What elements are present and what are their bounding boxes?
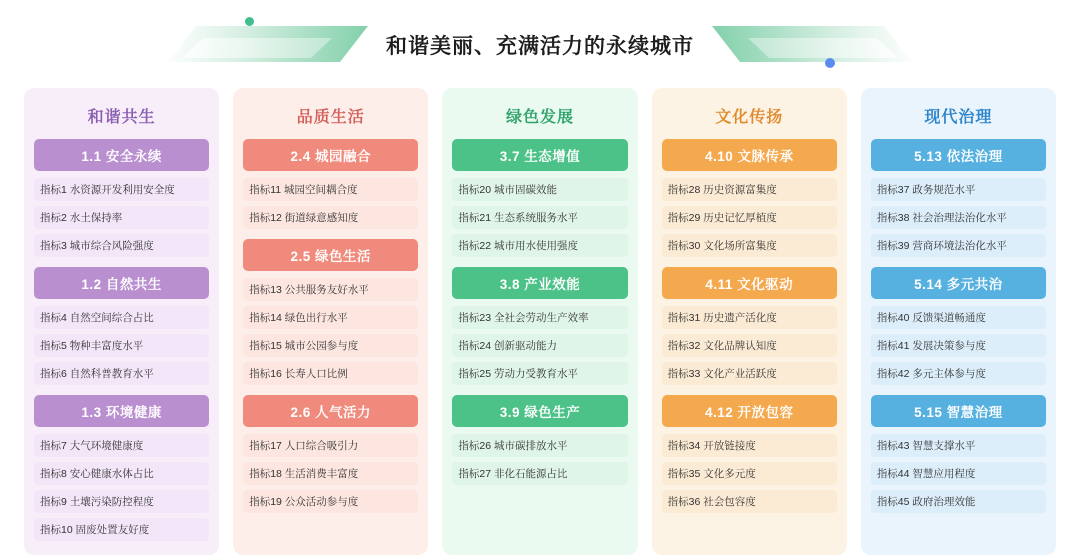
indicator-group bbox=[34, 267, 209, 385]
indicator-item[interactable]: 指标4 自然空间综合占比 bbox=[34, 306, 209, 329]
group-header[interactable]: 4.10 文脉传承 bbox=[662, 139, 837, 171]
indicator-item[interactable]: 指标17 人口综合吸引力 bbox=[243, 434, 418, 457]
category-columns bbox=[24, 88, 1056, 555]
indicator-item[interactable]: 指标11 城园空间耦合度 bbox=[243, 178, 418, 201]
indicator-group bbox=[452, 267, 627, 385]
decorative-dot-green bbox=[245, 17, 254, 26]
indicator-group bbox=[662, 267, 837, 385]
group-header[interactable]: 2.5 绿色生活 bbox=[243, 239, 418, 271]
category-column bbox=[861, 88, 1056, 555]
indicator-item[interactable]: 指标8 安心健康水体占比 bbox=[34, 462, 209, 485]
indicator-item[interactable]: 指标43 智慧支撑水平 bbox=[871, 434, 1046, 457]
category-column bbox=[652, 88, 847, 555]
indicator-group bbox=[871, 267, 1046, 385]
indicator-item[interactable]: 指标26 城市碳排放水平 bbox=[452, 434, 627, 457]
page-title: 和谐美丽、充满活力的永续城市 bbox=[386, 35, 694, 58]
indicator-item[interactable]: 指标18 生活消费丰富度 bbox=[243, 462, 418, 485]
indicator-item[interactable]: 指标41 发展决策参与度 bbox=[871, 334, 1046, 357]
indicator-item[interactable]: 指标23 全社会劳动生产效率 bbox=[452, 306, 627, 329]
indicator-item[interactable]: 指标13 公共服务友好水平 bbox=[243, 278, 418, 301]
group-header[interactable]: 1.2 自然共生 bbox=[34, 267, 209, 299]
indicator-group bbox=[871, 139, 1046, 257]
group-header[interactable]: 2.4 城园融合 bbox=[243, 139, 418, 171]
indicator-item[interactable]: 指标29 历史记忆厚植度 bbox=[662, 206, 837, 229]
group-header[interactable]: 4.12 开放包容 bbox=[662, 395, 837, 427]
indicator-item[interactable]: 指标25 劳动力受教育水平 bbox=[452, 362, 627, 385]
indicator-item[interactable]: 指标22 城市用水使用强度 bbox=[452, 234, 627, 257]
indicator-group bbox=[452, 395, 627, 485]
indicator-item[interactable]: 指标27 非化石能源占比 bbox=[452, 462, 627, 485]
category-column bbox=[233, 88, 428, 555]
indicator-item[interactable]: 指标1 水资源开发利用安全度 bbox=[34, 178, 209, 201]
group-header[interactable]: 3.8 产业效能 bbox=[452, 267, 627, 299]
indicator-item[interactable]: 指标38 社会治理法治化水平 bbox=[871, 206, 1046, 229]
indicator-item[interactable]: 指标42 多元主体参与度 bbox=[871, 362, 1046, 385]
group-header[interactable]: 2.6 人气活力 bbox=[243, 395, 418, 427]
diagram-header bbox=[0, 0, 1080, 78]
indicator-item[interactable]: 指标7 大气环境健康度 bbox=[34, 434, 209, 457]
indicator-item[interactable]: 指标28 历史资源富集度 bbox=[662, 178, 837, 201]
indicator-item[interactable]: 指标16 长寿人口比例 bbox=[243, 362, 418, 385]
indicator-item[interactable]: 指标30 文化场所富集度 bbox=[662, 234, 837, 257]
indicator-item[interactable]: 指标44 智慧应用程度 bbox=[871, 462, 1046, 485]
group-header[interactable]: 5.13 依法治理 bbox=[871, 139, 1046, 171]
indicator-item[interactable]: 指标14 绿色出行水平 bbox=[243, 306, 418, 329]
indicator-item[interactable]: 指标2 水土保持率 bbox=[34, 206, 209, 229]
indicator-group bbox=[662, 139, 837, 257]
category-column bbox=[24, 88, 219, 555]
indicator-item[interactable]: 指标40 反馈渠道畅通度 bbox=[871, 306, 1046, 329]
group-header[interactable]: 3.7 生态增值 bbox=[452, 139, 627, 171]
indicator-item[interactable]: 指标20 城市固碳效能 bbox=[452, 178, 627, 201]
indicator-item[interactable]: 指标39 营商环境法治化水平 bbox=[871, 234, 1046, 257]
indicator-item[interactable]: 指标24 创新驱动能力 bbox=[452, 334, 627, 357]
indicator-item[interactable]: 指标45 政府治理效能 bbox=[871, 490, 1046, 513]
category-column bbox=[442, 88, 637, 555]
indicator-item[interactable]: 指标15 城市公园参与度 bbox=[243, 334, 418, 357]
indicator-group bbox=[871, 395, 1046, 513]
indicator-item[interactable]: 指标37 政务规范水平 bbox=[871, 178, 1046, 201]
group-header[interactable]: 5.15 智慧治理 bbox=[871, 395, 1046, 427]
indicator-item[interactable]: 指标35 文化多元度 bbox=[662, 462, 837, 485]
category-title: 品质生活 bbox=[296, 109, 365, 126]
indicator-group bbox=[452, 139, 627, 257]
group-header[interactable]: 4.11 文化驱动 bbox=[662, 267, 837, 299]
category-title: 文化传扬 bbox=[715, 109, 784, 126]
indicator-item[interactable]: 指标10 固废处置友好度 bbox=[34, 518, 209, 541]
group-header[interactable]: 3.9 绿色生产 bbox=[452, 395, 627, 427]
indicator-group bbox=[243, 239, 418, 385]
indicator-group bbox=[243, 395, 418, 513]
indicator-item[interactable]: 指标34 开放链接度 bbox=[662, 434, 837, 457]
indicator-item[interactable]: 指标19 公众活动参与度 bbox=[243, 490, 418, 513]
indicator-item[interactable]: 指标3 城市综合风险强度 bbox=[34, 234, 209, 257]
indicator-group bbox=[662, 395, 837, 513]
indicator-item[interactable]: 指标36 社会包容度 bbox=[662, 490, 837, 513]
indicator-item[interactable]: 指标12 街道绿意感知度 bbox=[243, 206, 418, 229]
group-header[interactable]: 1.1 安全永续 bbox=[34, 139, 209, 171]
indicator-item[interactable]: 指标32 文化品牌认知度 bbox=[662, 334, 837, 357]
category-title: 现代治理 bbox=[924, 109, 993, 126]
indicator-item[interactable]: 指标21 生态系统服务水平 bbox=[452, 206, 627, 229]
group-header[interactable]: 1.3 环境健康 bbox=[34, 395, 209, 427]
group-header[interactable]: 5.14 多元共治 bbox=[871, 267, 1046, 299]
indicator-item[interactable]: 指标5 物种丰富度水平 bbox=[34, 334, 209, 357]
indicator-item[interactable]: 指标9 土壤污染防控程度 bbox=[34, 490, 209, 513]
indicator-item[interactable]: 指标31 历史遗产活化度 bbox=[662, 306, 837, 329]
indicator-group bbox=[243, 139, 418, 229]
indicator-group bbox=[34, 395, 209, 541]
indicator-item[interactable]: 指标33 文化产业活跃度 bbox=[662, 362, 837, 385]
indicator-group bbox=[34, 139, 209, 257]
indicator-item[interactable]: 指标6 自然科普教育水平 bbox=[34, 362, 209, 385]
category-title: 和谐共生 bbox=[87, 109, 156, 126]
category-title: 绿色发展 bbox=[506, 109, 575, 126]
